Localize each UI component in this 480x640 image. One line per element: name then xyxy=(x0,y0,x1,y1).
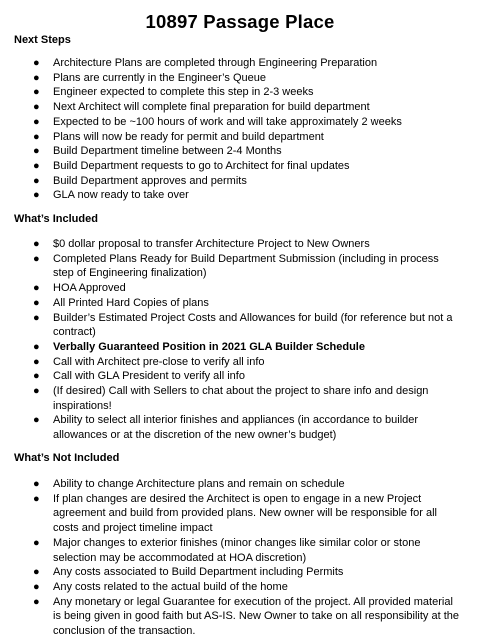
list-item-text: GLA now ready to take over xyxy=(53,189,189,202)
list-item-text: Ability to change Architecture plans and remain on schedule xyxy=(53,478,345,490)
list-item xyxy=(7,477,480,492)
list-item-text: If plan changes are desired the Architect is open to engage in a new Project agreement and build from provided plans. New owner will be responsible for all costs and project timeline impact xyxy=(53,492,437,535)
bullet-icon: ● xyxy=(33,536,40,549)
bullet-list xyxy=(14,477,480,639)
bullet-icon: ● xyxy=(33,86,40,99)
list-item xyxy=(7,237,480,252)
list-item-text: Expected to be ~100 hours of work and will take approximately 2 weeks xyxy=(53,115,402,128)
bullet-icon: ● xyxy=(33,252,40,265)
bullet-icon: ● xyxy=(33,189,40,202)
list-item xyxy=(7,71,480,86)
bullet-icon: ● xyxy=(33,145,40,158)
list-item xyxy=(7,188,480,203)
bullet-icon: ● xyxy=(33,174,40,187)
list-item xyxy=(7,384,480,413)
bullet-icon: ● xyxy=(33,130,40,143)
list-item xyxy=(7,100,480,115)
list-item-text: Architecture Plans are completed through Engineering Preparation xyxy=(53,57,378,69)
list-item-text: Ability to select all interior finishes and appliances (in accordance to builder allowances or at the discretion of the new owner’s budget) xyxy=(53,414,419,442)
bullet-list xyxy=(14,56,480,203)
list-item xyxy=(7,565,480,580)
bullet-icon: ● xyxy=(33,580,40,593)
document-title: 10897 Passage Place xyxy=(145,11,335,32)
section-whats-not-included xyxy=(14,451,480,639)
list-item xyxy=(7,130,480,145)
list-item xyxy=(7,281,480,296)
list-item-text: All Printed Hard Copies of plans xyxy=(53,296,209,309)
list-item xyxy=(7,311,480,340)
section-heading: What’s Not Included xyxy=(14,452,120,464)
list-item xyxy=(7,115,480,130)
list-item-text: Build Department approves and permits xyxy=(53,174,247,187)
list-item xyxy=(7,252,480,281)
list-item-text: Call with GLA President to verify all info xyxy=(53,370,245,383)
list-item xyxy=(7,369,480,384)
list-item-text: Completed Plans Ready for Build Department Submission (including in process step of Engineering finalization) xyxy=(53,252,439,280)
list-item-text: HOA Approved xyxy=(53,282,126,295)
bullet-list xyxy=(14,237,480,443)
section-heading: What’s Included xyxy=(14,213,98,225)
list-item xyxy=(7,413,480,442)
bullet-icon: ● xyxy=(33,282,40,295)
list-item xyxy=(7,296,480,311)
list-item xyxy=(7,355,480,370)
bullet-icon: ● xyxy=(33,355,40,368)
bullet-icon: ● xyxy=(33,492,40,505)
section-whats-included xyxy=(14,212,480,443)
bullet-icon: ● xyxy=(33,370,40,383)
list-item-emphasized xyxy=(7,340,480,355)
list-item-text: Build Department timeline between 2-4 Months xyxy=(53,145,282,158)
list-item-text: Call with Architect pre-close to verify all info xyxy=(53,355,265,368)
list-item-text: Next Architect will complete final preparation for build department xyxy=(53,101,370,114)
bullet-icon: ● xyxy=(33,115,40,128)
list-item-text: (If desired) Call with Sellers to chat about the project to share info and design inspirations! xyxy=(53,385,429,412)
bullet-icon: ● xyxy=(33,296,40,309)
list-item xyxy=(7,536,480,565)
list-item-text: $0 dollar proposal to transfer Architecture Project to New Owners xyxy=(53,238,370,250)
list-item-text: Any monetary or legal Guarantee for execution of the project. All provided material is being given in good faith but AS-IS. New Owner to take on all responsibility at the conclusion of the transaction. xyxy=(53,595,460,638)
list-item-text: Plans will now be ready for permit and build department xyxy=(53,130,324,143)
list-item-text: Engineer expected to complete this step in 2-3 weeks xyxy=(53,86,314,99)
list-item-text: Any costs associated to Build Department including Permits xyxy=(53,566,344,579)
list-item-text: Builder’s Estimated Project Costs and Allowances for build (for reference but not a contract) xyxy=(53,311,453,339)
bullet-icon: ● xyxy=(33,311,40,324)
bullet-icon: ● xyxy=(33,57,40,69)
bullet-icon: ● xyxy=(33,478,40,490)
list-item xyxy=(7,174,480,189)
list-item xyxy=(7,85,480,100)
list-item xyxy=(7,595,480,639)
bullet-icon: ● xyxy=(33,71,40,84)
bullet-icon: ● xyxy=(33,238,40,250)
bullet-icon: ● xyxy=(33,340,40,353)
bullet-icon: ● xyxy=(33,595,40,608)
bullet-icon: ● xyxy=(33,414,40,427)
list-item xyxy=(7,580,480,595)
list-item xyxy=(7,492,480,536)
list-item xyxy=(7,56,480,71)
section-next-steps xyxy=(14,33,480,203)
bullet-icon: ● xyxy=(33,385,40,398)
list-item-text: Verbally Guaranteed Position in 2021 GLA Builder Schedule xyxy=(53,340,365,353)
section-heading: Next Steps xyxy=(14,34,71,46)
bullet-icon: ● xyxy=(33,566,40,579)
list-item-text: Any costs related to the actual build of the home xyxy=(53,580,288,593)
bullet-icon: ● xyxy=(33,101,40,114)
bullet-icon: ● xyxy=(33,159,40,172)
list-item xyxy=(7,144,480,159)
list-item-text: Build Department requests to go to Architect for final updates xyxy=(53,159,350,172)
list-item-text: Plans are currently in the Engineer’s Queue xyxy=(53,71,266,84)
list-item-text: Major changes to exterior finishes (minor changes like similar color or stone selection may be accommodated at HOA discretion) xyxy=(53,536,421,564)
list-item xyxy=(7,159,480,174)
